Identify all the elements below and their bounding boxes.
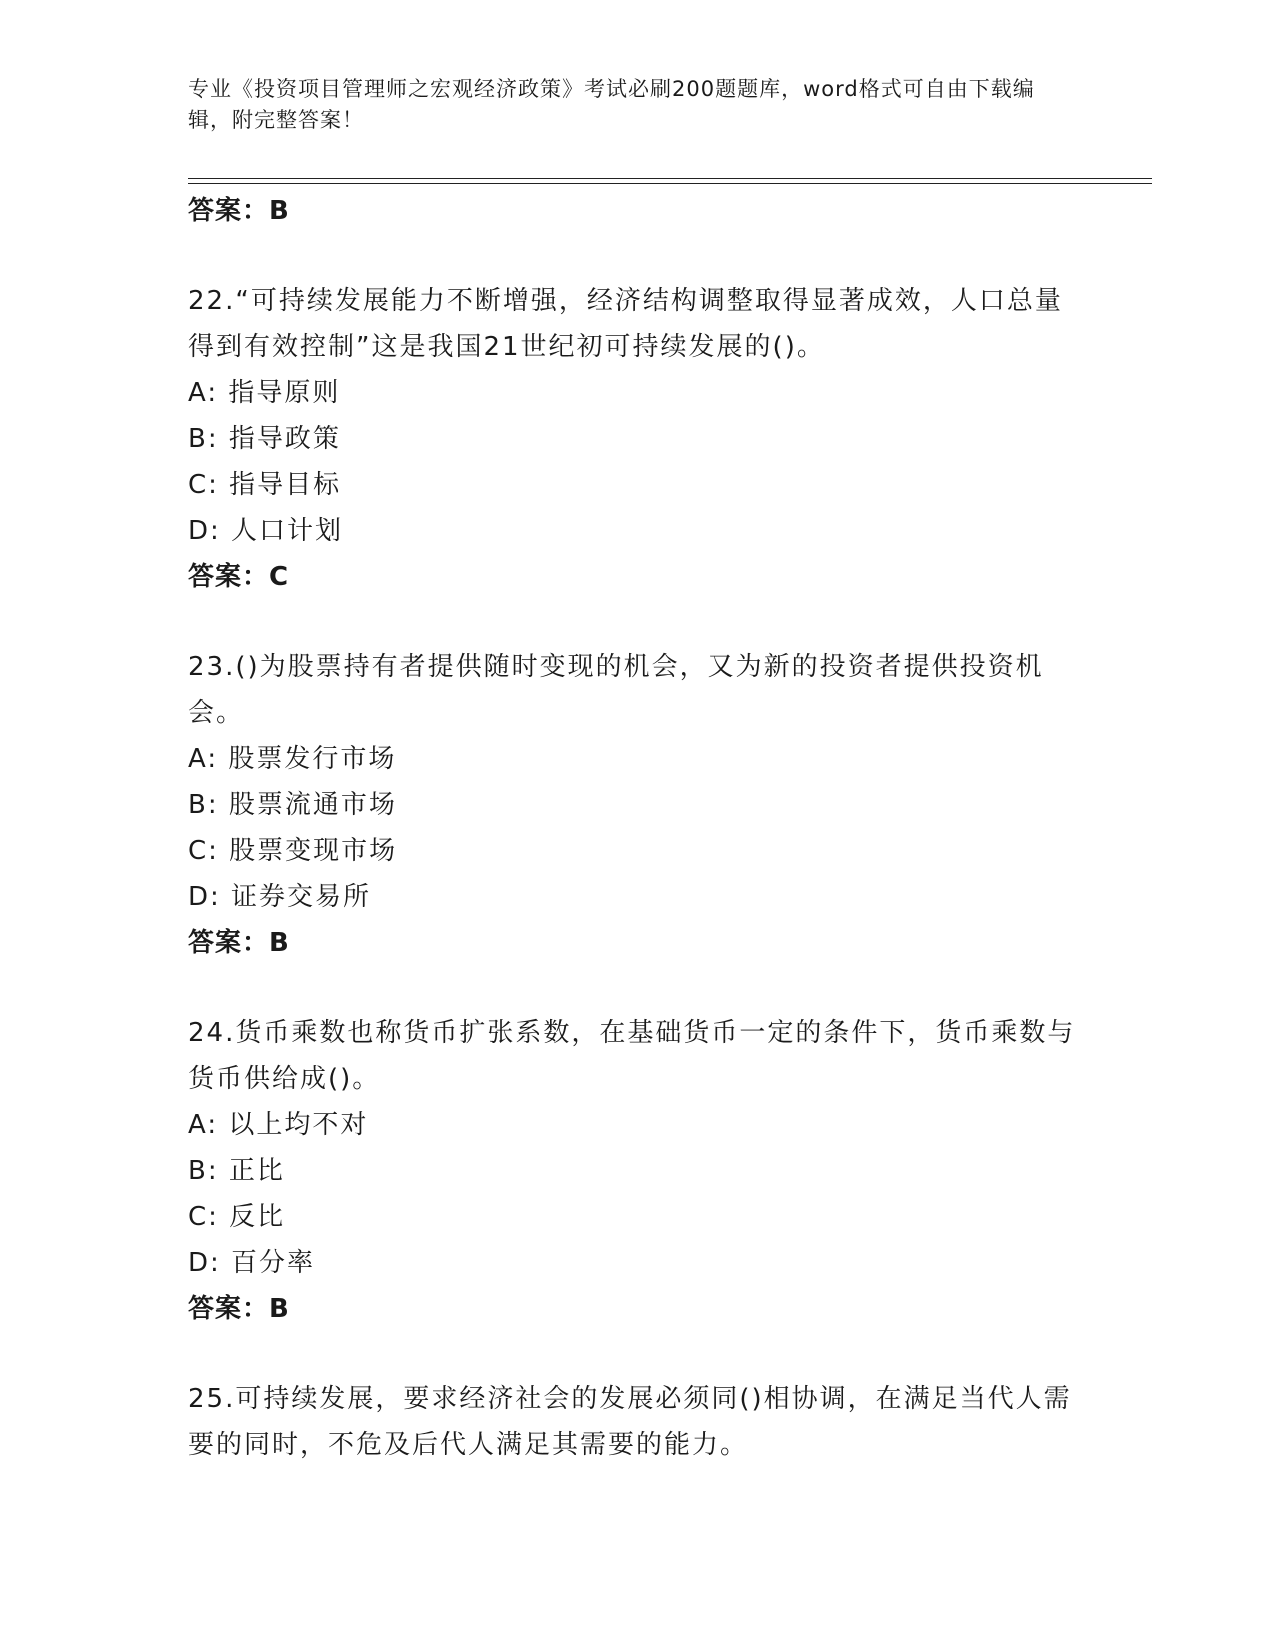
question-stem: 24.货币乘数也称货币扩张系数，在基础货币一定的条件下，货币乘数与货币供给成()。 (188, 1018, 1076, 1094)
answer-24: 答案：B (188, 1294, 290, 1324)
question-23 (188, 644, 1088, 966)
question-stem: 23.()为股票持有者提供随时变现的机会，又为新的投资者提供投资机会。 (188, 652, 1044, 728)
answer-21: 答案：B (188, 196, 290, 226)
option-b: B: 正比 (188, 1156, 285, 1186)
question-22 (188, 278, 1088, 600)
option-c: C: 反比 (188, 1202, 286, 1232)
option-d: D: 人口计划 (188, 516, 344, 546)
option-a: A: 指导原则 (188, 378, 341, 408)
question-stem: 22.“可持续发展能力不断增强，经济结构调整取得显著成效，人口总量得到有效控制”这是我国21世纪初可持续发展的()。 (188, 286, 1063, 362)
question-24 (188, 1010, 1088, 1332)
option-b: B: 股票流通市场 (188, 790, 397, 820)
header-divider-bottom (188, 183, 1152, 184)
question-stem: 25.可持续发展，要求经济社会的发展必须同()相协调，在满足当代人需要的同时，不危及后代人满足其需要的能力。 (188, 1384, 1072, 1460)
option-a: A: 以上均不对 (188, 1110, 369, 1140)
option-b: B: 指导政策 (188, 424, 341, 454)
option-c: C: 指导目标 (188, 470, 342, 500)
question-list (188, 188, 1088, 1468)
question-25 (188, 1376, 1088, 1468)
option-c: C: 股票变现市场 (188, 836, 398, 866)
answer-23: 答案：B (188, 928, 290, 958)
document-header: 专业《投资项目管理师之宏观经济政策》考试必刷200题题库，word格式可自由下载编辑，附完整答案！ (188, 77, 1035, 132)
option-d: D: 百分率 (188, 1248, 316, 1278)
option-d: D: 证券交易所 (188, 882, 372, 912)
header-divider-top (188, 178, 1152, 179)
option-a: A: 股票发行市场 (188, 744, 397, 774)
answer-22: 答案：C (188, 562, 290, 592)
